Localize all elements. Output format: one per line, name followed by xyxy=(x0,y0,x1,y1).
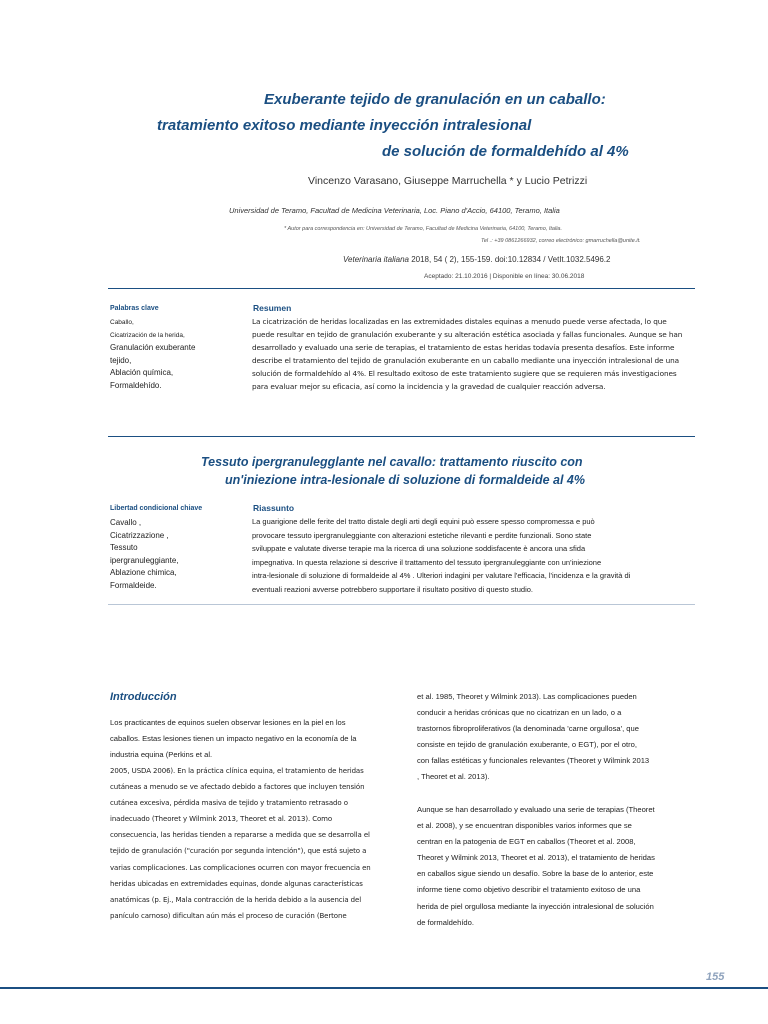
header-rule xyxy=(108,288,695,289)
introduction-heading: Introducción xyxy=(110,691,177,703)
abstract-line: puede resultar en tejido de granulación exuberante y su alteración estética asociada y fallas funcionales. Aunque se han xyxy=(252,330,683,340)
body-line: en caballos sigue siendo un desafío. Sobre la base de lo anterior, este xyxy=(417,869,654,879)
journal-reference: 2018, 54 ( 2), 155-159. doi:10.12834 / VetIt.1032.5496.2 xyxy=(411,255,611,264)
body-line: 2005, USDA 2006). En la práctica clínica equina, el tratamiento de heridas xyxy=(110,767,364,775)
affiliation: Universidad de Teramo, Facultad de Medicina Veterinaria, Loc. Piano d'Accio, 64100, Teramo, Italia xyxy=(229,206,560,215)
publication-dates: Aceptado: 21.10.2016 | Disponible en línea: 30.06.2018 xyxy=(424,273,585,280)
title-line-3: de solución de formaldehído al 4% xyxy=(382,143,629,160)
abstract-line: La guarigione delle ferite del tratto distale degli arti degli equini può essere spesso compromessa e può xyxy=(252,517,595,526)
italian-abstract-body xyxy=(252,515,696,596)
keyword: Ablazione chimica, xyxy=(110,568,177,577)
keyword: Cavallo , xyxy=(110,518,142,527)
body-line: caballos. Estas lesiones tienen un impacto negativo en la economía de la xyxy=(110,734,357,744)
abstract-line: solución de formaldehído al 4%. El resultado exitoso de este tratamiento sugiere que se requieren más investigaciones xyxy=(252,369,677,379)
intro-left-column-cont xyxy=(110,763,395,924)
italian-title-line-2: un'iniezione intra-lesionale di soluzione di formaldeide al 4% xyxy=(225,473,585,487)
italian-title-line-1: Tessuto ipergranulegglante nel cavallo: trattamento riuscito con xyxy=(201,455,583,469)
keyword: Formaldehído. xyxy=(110,380,162,390)
keyword: Caballo, xyxy=(110,319,134,326)
journal-name: Veterinaria italiana xyxy=(343,255,409,264)
intro-left-column xyxy=(110,715,395,763)
intro-right-column-para2 xyxy=(417,802,702,931)
body-line: heridas ubicadas en extremidades equinas, donde algunas características xyxy=(110,879,363,888)
abstract-line: La cicatrización de heridas localizadas en las extremidades distales equinas a menudo puede verse afectada, lo que xyxy=(252,317,667,326)
page-number: 155 xyxy=(706,971,725,983)
body-line: anatómicas (p. Ej., Mala contracción de la herida debido a la ausencia del xyxy=(110,895,362,904)
body-line: centran en la patogenia de EGT en caballos (Theoret et al. 2008, xyxy=(417,837,636,847)
keyword: Formaldeide. xyxy=(110,580,157,590)
body-line: inadecuado (Theoret y Wilmink 2013, Theoret et al. 2013). Como xyxy=(110,815,333,824)
body-line: industria equina (Perkins et al. xyxy=(110,750,213,760)
body-line: Aunque se han desarrollado y evaluado una serie de terapias (Theoret xyxy=(417,805,655,814)
keyword: tejido, xyxy=(110,355,132,365)
body-line: cutánea excesiva, pérdida masiva de tejido y tratamiento retrasado o xyxy=(110,799,348,808)
body-line: cutáneas a menudo se ve afectado debido a factores que incluyen tensión xyxy=(110,783,365,792)
body-line: consiste en tejido de granulación exuberante, o EGT), por el otro, xyxy=(417,740,637,750)
authors: Vincenzo Varasano, Giuseppe Marruchella * y Lucio Petrizzi xyxy=(308,175,588,187)
abstract-body xyxy=(252,315,696,394)
keyword: Ablación química, xyxy=(110,368,174,377)
abstract-line: para evaluar mejor su eficacia, así como la incidencia y la gravedad de cualquier reacción adversa. xyxy=(252,382,606,392)
body-line: consecuencia, las heridas tienden a repararse a medida que se desarrolla el xyxy=(110,831,370,840)
journal-citation xyxy=(343,255,610,264)
keyword: ipergranuleggiante, xyxy=(110,555,179,565)
footer-rule xyxy=(0,987,768,989)
abstract-heading: Resumen xyxy=(253,303,292,313)
body-line: et al. 1985, Theoret y Wilmink 2013). Las complicaciones pueden xyxy=(417,692,637,701)
body-line: herida de piel orgullosa mediante la inyección intralesional de solución xyxy=(417,901,654,911)
body-line: , Theoret et al. 2013). xyxy=(417,772,490,782)
italian-abstract-heading: Riassunto xyxy=(253,503,295,513)
body-line: et al. 2008), y se encuentran disponibles varios informes que se xyxy=(417,821,632,831)
abstract-line: provocare tessuto ipergranuleggiante con alterazioni estetiche rilevanti e perdite funzionali. Sono state xyxy=(252,530,592,540)
title-line-2: tratamiento exitoso mediante inyección intralesional xyxy=(157,117,532,134)
body-line: varias complicaciones. Las complicaciones ocurren con mayor frecuencia en xyxy=(110,863,371,872)
title-line-1: Exuberante tejido de granulación en un caballo: xyxy=(264,91,606,108)
abstract-rule xyxy=(108,436,695,437)
abstract-line: desarrollado y evaluado una serie de terapias, el tratamiento de estas heridas todavía presenta desafíos. Este informe xyxy=(252,343,675,353)
keyword: Cicatrizzazione , xyxy=(110,530,169,540)
body-line: panículo carnoso) dificultan aún más el proceso de curación (Bertone xyxy=(110,911,347,920)
abstract-line: describe el tratamiento del tejido de granulación exuberante en un caballo mediante una inyección intralesional de una xyxy=(252,356,680,366)
body-line: informe tiene como objetivo describir el tratamiento exitoso de una xyxy=(417,885,641,895)
body-line: trastornos fibroproliferativos (la denominada 'carne orgullosa', que xyxy=(417,724,639,734)
correspondence-note: * Autor para correspondencia en: Universidad de Teramo, Facultad de Medicina Veterinaria, 64100, Teramo, Italia. xyxy=(284,226,563,232)
italian-keywords-list xyxy=(110,517,250,592)
intro-right-column xyxy=(417,689,702,786)
abstract-line: intra-lesionale di soluzione di formaldeide al 4% . Ulteriori indagini per valutare l'efficacia, l'incidenza e la gravità di xyxy=(252,571,631,580)
abstract-line: impegnativa. In questa relazione si descrive il trattamento del tessuto ipergranuleggiante con un'iniezione xyxy=(252,557,602,567)
keyword: Tessuto xyxy=(110,543,138,552)
section-rule xyxy=(108,604,695,605)
body-line: con fallas estéticas y funcionales relevantes (Theoret y Wilmink 2013 xyxy=(417,756,650,766)
body-line: de formaldehído. xyxy=(417,917,474,927)
contact-note: Tel .: +39 0861266932, correo electrónico: gmarruchella@unite.it. xyxy=(481,238,641,244)
body-line: conducir a heridas crónicas que no cicatrizan en un lado, o a xyxy=(417,708,622,718)
abstract-line: sviluppate e valutate diverse terapie ma la ricerca di una soluzione soddisfacente è ancora una sfida xyxy=(252,544,586,553)
abstract-line: eventuali reazioni avverse potrebbero supportare il risultato positivo di questo studio. xyxy=(252,584,533,594)
body-line: Theoret y Wilmink 2013, Theoret et al. 2013), el tratamiento de heridas xyxy=(417,853,655,863)
keyword: Granulación exuberante xyxy=(110,343,196,352)
keywords-label: Palabras clave xyxy=(110,305,159,312)
body-line: tejido de granulación ("curación por segunda intención"), que está sujeto a xyxy=(110,847,367,856)
keywords-list xyxy=(110,317,250,392)
keyword: Cicatrización de la herida, xyxy=(110,331,185,339)
body-line: Los practicantes de equinos suelen observar lesiones en la piel en los xyxy=(110,718,346,727)
italian-keywords-label: Libertad condicional chiave xyxy=(110,505,203,512)
